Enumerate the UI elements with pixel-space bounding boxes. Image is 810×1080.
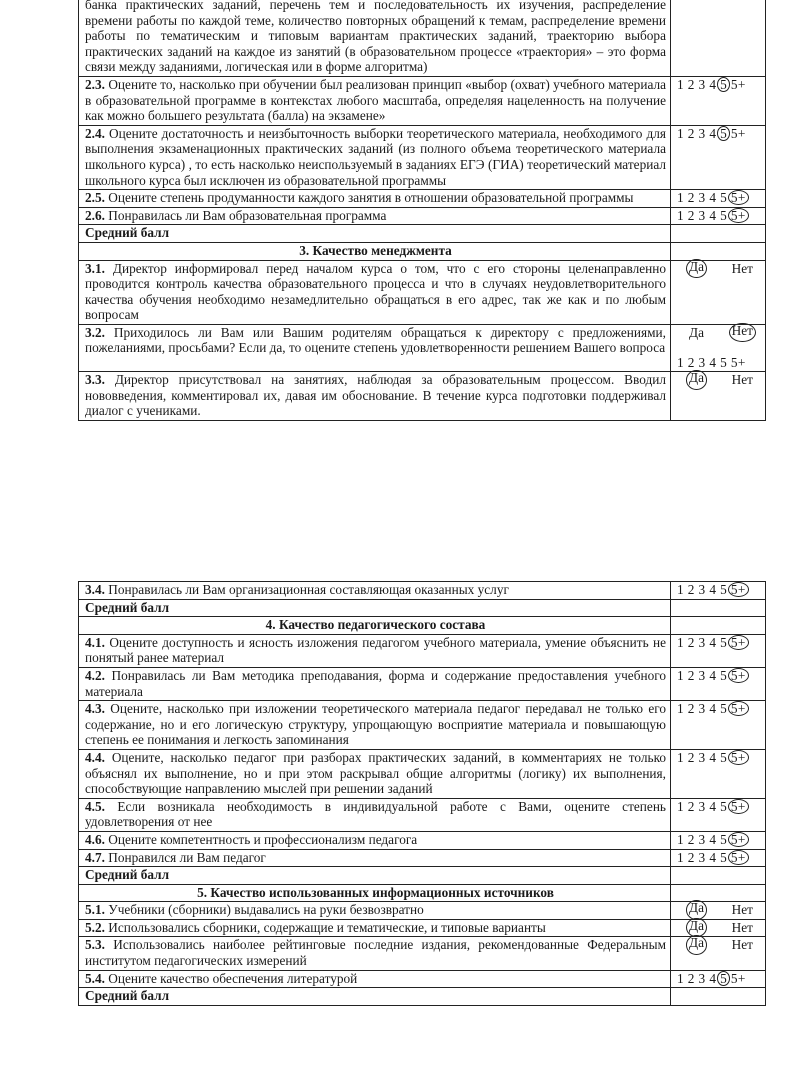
rating-scale-values: 1 2 3 4 5 [677,634,731,650]
table-row [79,242,766,260]
average-score-value [671,867,766,885]
question-text: Оцените компетентность и профессионализм педагога [108,831,418,847]
question-number: 2.3. [85,76,105,92]
table-row [79,988,766,1006]
question-cell [79,125,671,189]
answer-cell [671,0,766,76]
rating-scale [677,208,746,223]
question-cell [79,798,671,831]
question-number: 3.2. [85,324,105,340]
rating-scale [677,582,746,597]
questionnaire-table-2 [78,581,766,1006]
answer-yes: Да [686,900,707,920]
circled-rating-mark: 5+ [728,850,749,865]
questionnaire-sheet-1 [78,0,766,421]
question-number: 5.1. [85,902,105,918]
answer-yes: Да [686,370,707,390]
question-cell [79,937,671,970]
question-number: 5.3. [85,937,105,953]
question-cell [79,207,671,225]
yes-no-choice [677,937,763,953]
circled-rating-mark: 5 [717,971,730,986]
section-heading-blank [671,884,766,902]
circled-rating-mark: 5 [717,77,730,92]
answer-yes: Да [686,935,707,955]
rating-scale [677,850,746,865]
question-number: 3.3. [85,372,105,388]
rating-scale [677,668,746,683]
table-row [79,617,766,635]
question-number: 2.4. [85,125,105,141]
table-row [79,798,766,831]
circled-rating-mark: 5+ [728,635,749,650]
section-heading-blank [671,617,766,635]
rating-scale-values: 1 2 3 4 5 [677,798,731,814]
question-number: 5.4. [85,970,105,986]
table-row [79,867,766,885]
table-row [79,599,766,617]
table-row [79,884,766,902]
question-text: Оцените, насколько педагог при разборах практических заданий, в комментариях не только объяснял их выполнение, но и при этом раскрывал общие алгоритмы (логику) их выполнения, способствующие направлению мыслей при решении заданий [85,749,666,797]
rating-scale-values: 1 2 3 4 [677,76,721,92]
answer-cell [671,207,766,225]
answer-cell [671,76,766,125]
answer-cell [671,372,766,421]
rating-scale-values: 1 2 3 4 5 [677,190,731,206]
question-number: 4.6. [85,831,105,847]
rating-scale-values: 1 2 3 4 5 [677,582,731,597]
table-row [79,902,766,920]
question-number: 2.5. [85,190,105,206]
question-number: 4.4. [85,749,105,765]
rating-scale-values: 1 2 3 4 5 [677,849,731,865]
questionnaire-table-1 [78,0,766,421]
table-row [79,919,766,937]
average-score-value [671,988,766,1006]
circled-rating-mark: 5+ [728,750,749,765]
answer-cell [671,125,766,189]
table-row [79,207,766,225]
rating-scale-rest: 5+ [727,125,746,141]
answer-no: Нет [731,919,753,935]
question-number: 3.1. [85,260,105,276]
question-text: Использовались наиболее рейтинговые последние издания, рекомендованные Федеральным институтом педагогических измерений [85,937,666,969]
circled-rating-mark: 5+ [728,668,749,683]
question-text: Оцените достаточность и неизбыточность выборки теоретического материала, необходимого для выполнения экзаменационных практических заданий (из полного объема теоретического материала школьного курса) , то есть насколько неиспользуемый в заданиях ЕГЭ (ГИА) теоретический материал школьного курса был исключен из образовательной программы [85,125,667,188]
table-row [79,125,766,189]
question-text: Директор информировал перед началом курса о том, что с его стороны целенаправленно проводится контроль качества образовательного процесса и что в случаях неудовлетворительного качества обучения необходимо незамедлительно обращаться в его адрес, так же как и по любым вопросам [85,260,666,323]
table-row [79,582,766,600]
table-row [79,76,766,125]
rating-scale [677,971,746,986]
answer-no: Нет [731,937,753,953]
question-cell [79,831,671,849]
table-row [79,324,766,371]
answer-no: Нет [731,260,753,276]
question-cell [79,582,671,600]
question-cell [79,701,671,750]
rating-scale [677,750,746,765]
section-heading-blank [671,242,766,260]
question-cell [79,324,671,371]
answer-cell [671,831,766,849]
question-text: Оцените степень продуманности каждого занятия в отношении образовательной программы [108,190,634,206]
table-row [79,749,766,798]
question-number: 4.2. [85,667,105,683]
question-cell [79,260,671,324]
question-cell [79,849,671,867]
answer-yes: Да [686,259,707,279]
question-text: Оцените качество обеспечения литературой [108,970,358,986]
answer-cell [671,919,766,937]
question-text: Оцените, насколько при изложении теоретического материала педагог передавал не только его содержание, но и его логическую структуру, упрощающую восприятие материала и повышающую степень ее понимания и легкость запоминания [85,701,667,748]
question-number: 2.6. [85,207,105,223]
question-cell [79,0,671,76]
rating-scale-values: 1 2 3 4 5 [677,701,731,717]
question-text: Понравилась ли Вам организационная составляющая оказанных услуг [108,582,509,597]
rating-scale [677,190,746,205]
question-text: банка практических заданий, перечень тем и последовательность их изучения, распределение времени работы по каждой теме, количество повторных обращений к темам, распределение времени работы по тематическим и типовым вариантам практических заданий, траекторию выбора практических заданий на каждое из занятий (в образовательном процессе «траектория» – это форма связи между заданиями, логическая или в форме алгоритма) [85,0,666,75]
question-cell [79,749,671,798]
circled-rating-mark: 5+ [728,208,749,223]
question-text: Понравился ли Вам педагог [108,849,266,865]
answer-no: Нет [729,323,756,343]
circled-rating-mark: 5+ [728,701,749,716]
answer-cell [671,634,766,667]
question-number: 4.3. [85,701,105,717]
answer-yes: Да [686,918,707,938]
yes-no-choice [677,258,763,277]
table-row [79,937,766,970]
rating-scale-values: 1 2 3 4 [677,125,721,141]
yes-no-choice [677,372,763,388]
answer-cell [671,260,766,324]
section-heading: 4. Качество педагогического состава [79,617,671,635]
rating-scale-values: 1 2 3 4 5 [677,207,731,223]
circled-rating-mark: 5+ [728,832,749,847]
answer-cell [671,667,766,700]
answer-cell [671,937,766,970]
rating-scale [677,799,746,814]
answer-cell [671,902,766,920]
question-number: 4.1. [85,634,105,650]
answer-cell [671,190,766,208]
question-number: 4.5. [85,798,105,814]
answer-yes: Да [689,324,704,340]
question-text: Использовались сборники, содержащие и тематические, и типовые варианты [108,919,546,935]
question-cell [79,190,671,208]
question-cell [79,919,671,937]
answer-no: Нет [731,372,753,388]
rating-scale-values: 1 2 3 4 [677,970,721,986]
question-text: Если возникала необходимость в индивидуальной работе с Вами, оцените степень удовлетворения от нее [85,798,666,830]
question-number: 4.7. [85,849,105,865]
rating-scale-values: 1 2 3 4 5 [677,831,731,847]
average-score-value [671,599,766,617]
question-text: Приходилось ли Вам или Вашим родителям обращаться к директору с предложениями, пожеланиями, просьбами? Если да, то оцените степень удовлетворенности решением Вашего вопроса [85,324,667,356]
questionnaire-sheet-2 [78,581,766,1006]
table-row [79,225,766,243]
answer-cell [671,701,766,750]
circled-rating-mark: 5+ [728,582,749,597]
question-cell [79,634,671,667]
question-text: Учебники (сборники) выдавались на руки безвозвратно [108,902,424,918]
rating-scale-values: 1 2 3 4 5 [677,667,731,683]
question-number: 5.2. [85,919,105,935]
yes-no-choice [677,917,763,936]
average-score-label: Средний балл [79,867,671,885]
yes-no-choice [677,902,763,918]
yes-no-choice [677,322,763,341]
question-cell [79,970,671,988]
table-row [79,970,766,988]
table-row [79,190,766,208]
table-row [79,831,766,849]
circled-rating-mark: 5+ [728,190,749,205]
question-number: 3.4. [85,582,105,597]
table-row [79,372,766,421]
answer-cell [671,324,766,371]
section-heading: 3. Качество менеджмента [79,242,671,260]
answer-cell [671,798,766,831]
answer-cell [671,970,766,988]
average-score-value [671,225,766,243]
question-text: Понравилась ли Вам образовательная программа [108,207,387,223]
rating-scale: 1 2 3 4 5 5+ [677,355,746,371]
answer-cell [671,849,766,867]
rating-scale [677,701,746,716]
rating-scale [677,635,746,650]
table-row [79,634,766,667]
answer-cell [671,582,766,600]
question-text: Оцените доступность и ясность изложения педагогом учебного материала, умение объяснить не понятый ранее материал [85,634,667,666]
question-text: Понравилась ли Вам методика преподавания, форма и содержание предоставления учебного материала [85,667,667,699]
rating-scale-values: 1 2 3 4 5 [677,749,731,765]
circled-rating-mark: 5 [717,126,730,141]
circled-rating-mark: 5+ [728,799,749,814]
rating-scale-rest: 5+ [727,76,746,92]
question-text: Оцените то, насколько при обучении был реализован принцип «выбор (охват) учебного материала в образовательной программе в контекстах любого масштаба, определяя нацеленность на получение как можно большего результата (балла) на экзамене» [85,76,666,124]
table-row [79,667,766,700]
average-score-label: Средний балл [79,599,671,617]
question-cell [79,372,671,421]
rating-scale-rest: 5+ [727,970,746,986]
average-score-label: Средний балл [79,988,671,1006]
table-row [79,701,766,750]
rating-scale [677,126,746,141]
section-heading: 5. Качество использованных информационных источников [79,884,671,902]
question-text: Директор присутствовал на занятиях, наблюдая за образовательным процессом. Вводил нововведения, комментировал их, давая им обоснование. В течение курса подготовки поддерживал диалог с учениками. [85,372,666,419]
question-cell [79,667,671,700]
table-row [79,849,766,867]
table-row [79,260,766,324]
answer-cell [671,749,766,798]
question-cell [79,76,671,125]
rating-scale [677,832,746,847]
question-cell [79,902,671,920]
average-score-label: Средний балл [79,225,671,243]
table-row [79,0,766,76]
rating-scale [677,77,746,92]
answer-no: Нет [731,902,753,918]
